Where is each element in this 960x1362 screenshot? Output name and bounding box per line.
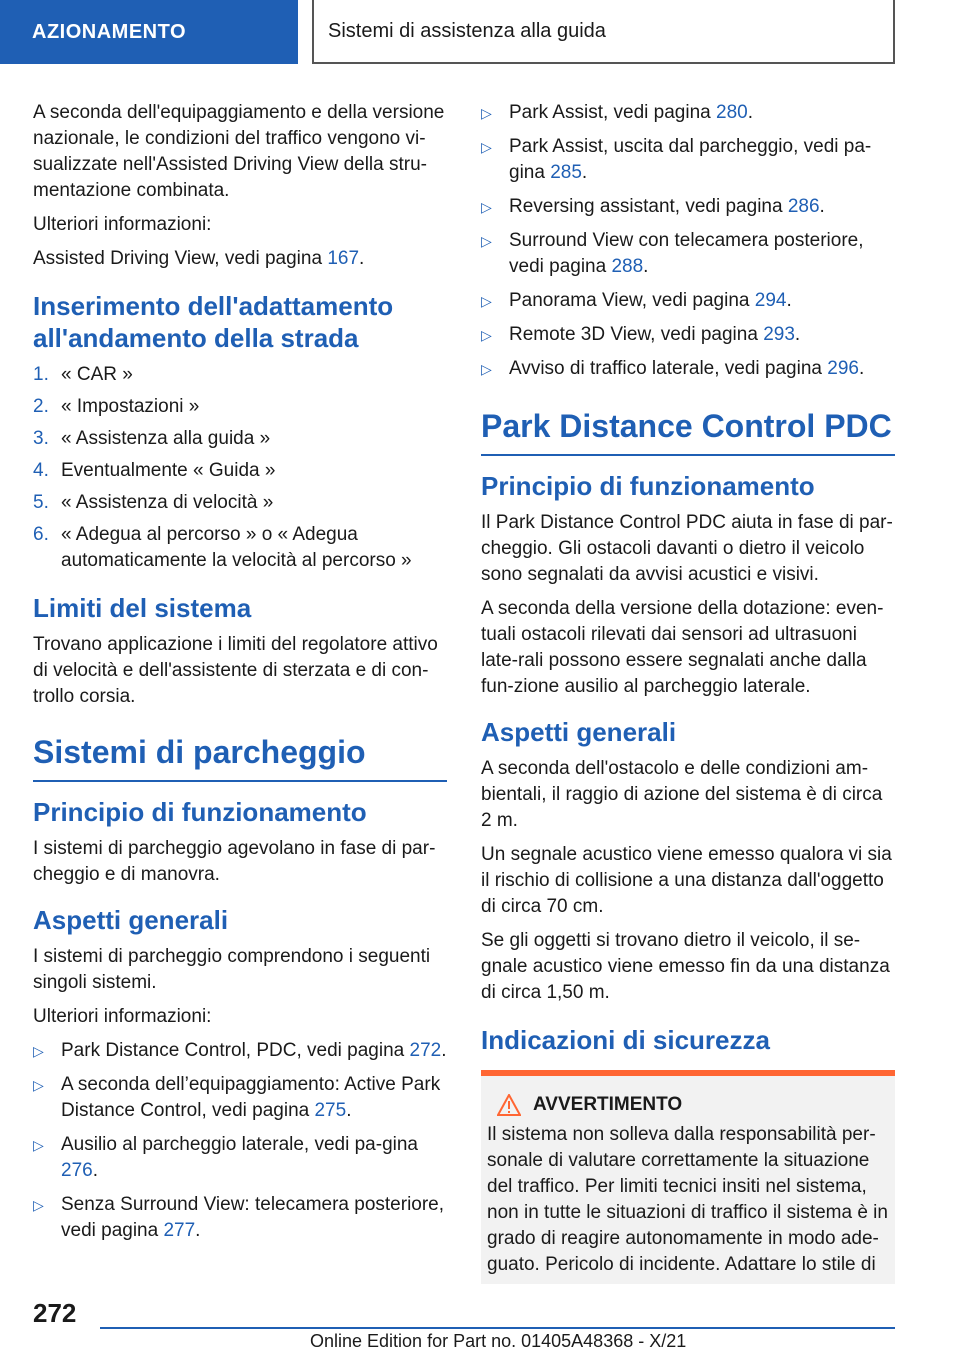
triangle-bullet-icon: ▷ [481,139,492,155]
adv-reference: Assisted Driving View, vedi pagina 167. [33,248,365,269]
warning-text: Il sistema non solleva dalla responsabilità per-sonale di valutare correttamente la situazione del traffico. Per limiti tecnici insiti nel sistema, non in tutte le situazioni di traffico il sistema è in grado di reagire autonomamente in modo ade-guato. Pericolo di incidente. Adattare lo stile di [487,1124,888,1275]
page-link[interactable]: 280 [716,102,748,123]
list-item: ▷ Reversing assistant, vedi pagina 286. [481,194,895,220]
limits-paragraph: Trovano applicazione i limiti del regolatore attivo di velocità e dell'assistente di sterzata e di con-trollo corsia. [33,634,438,707]
step-item: 3. « Assistenza alla guida » [33,428,271,449]
page-link[interactable]: 277 [163,1220,196,1241]
page-link[interactable]: 293 [763,324,795,345]
more-info-label: Ulteriori informazioni: [33,1006,212,1027]
warning-title: AVVERTIMENTO [497,1094,889,1116]
page-link[interactable]: 276 [61,1160,93,1181]
parking-systems-list [33,1038,447,1244]
triangle-bullet-icon: ▷ [481,199,492,215]
list-item: ▷ A seconda dell’equipaggiamento: Active Park Distance Control, vedi pagina 275. [33,1074,441,1121]
triangle-bullet-icon: ▷ [33,1043,44,1059]
list-item: ▷ Park Assist, vedi pagina 280. [481,100,895,126]
triangle-bullet-icon: ▷ [481,233,492,249]
page-link[interactable]: 167 [327,248,360,269]
heading-parking-systems: Sistemi di parcheggio [33,732,447,782]
warning-box [481,1076,895,1284]
heading-principle: Principio di funzionamento [481,471,815,501]
general-paragraph: I sistemi di parcheggio comprendono i seguenti singoli sistemi. [33,946,431,993]
principle-paragraph-2: A seconda della versione della dotazione: even-tuali ostacoli rilevati dai sensori ad ultrasuoni late-rali possono essere segnalati anche dalla fun-zione ausilio al parcheggio laterale. [481,598,884,697]
heading-safety: Indicazioni di sicurezza [481,1025,770,1055]
triangle-bullet-icon: ▷ [481,327,492,343]
list-item: ▷ Surround View con telecamera posteriore, vedi pagina 288. [481,230,864,277]
heading-pdc: Park Distance Control PDC [481,406,895,456]
principle-paragraph: I sistemi di parcheggio agevolano in fase di par-cheggio e di manovra. [33,838,436,885]
principle-paragraph-1: Il Park Distance Control PDC aiuta in fase di par-cheggio. Gli ostacoli davanti o dietro il veicolo sono segnalati da avvisi acustici e visivi. [481,512,893,585]
page-link[interactable]: 294 [754,290,787,311]
triangle-bullet-icon: ▷ [481,105,492,121]
list-item: ▷ Panorama View, vedi pagina 294. [481,288,895,314]
list-item: ▷ Remote 3D View, vedi pagina 293. [481,322,895,348]
heading-limits: Limiti del sistema [33,593,252,623]
step-item: 6. « Adegua al percorso » o « Adegua automaticamente la velocità al percorso » [33,524,412,571]
header-chapter-title: Sistemi di assistenza alla guida [312,0,895,64]
page-link[interactable]: 272 [409,1040,442,1061]
list-item: ▷ Park Assist, uscita dal parcheggio, vedi pa-gina 285. [481,136,872,183]
triangle-bullet-icon: ▷ [33,1197,44,1213]
warning-triangle-icon [497,1094,521,1116]
general-paragraph-3: Se gli oggetti si trovano dietro il veicolo, il se-gnale acustico viene emesso fin da una distanza di circa 1,50 m. [481,930,890,1003]
footer-edition: Online Edition for Part no. 01405A48368 - X/21 [310,1331,687,1351]
step-item: 2. « Impostazioni » [33,396,200,417]
heading-general: Aspetti generali [481,717,677,747]
triangle-bullet-icon: ▷ [481,293,492,309]
page-link[interactable]: 286 [787,196,820,217]
general-paragraph-2: Un segnale acustico viene emesso qualora vi sia il rischio di collisione a una distanza dall'oggetto di circa 70 cm. [481,844,892,917]
page-link[interactable]: 296 [827,358,859,379]
parking-systems-list-cont [481,100,895,382]
list-item: ▷ Avviso di traffico laterale, vedi pagina 296. [481,356,895,382]
page-link[interactable]: 285 [550,162,582,183]
heading-general: Aspetti generali [33,905,229,935]
left-column [33,100,447,1260]
right-column [481,100,895,1284]
step-item: 4. Eventualmente « Guida » [33,460,276,481]
page-link[interactable]: 275 [314,1100,347,1121]
list-item: ▷ Park Distance Control, PDC, vedi pagina 272. [33,1038,447,1064]
general-paragraph-1: A seconda dell'ostacolo e delle condizioni am-bientali, il raggio di azione del sistema è di circa 2 m. [481,758,883,831]
steps-list [33,362,447,574]
page-number: 272 [33,1298,77,1328]
page-link[interactable]: 288 [611,256,644,277]
heading-principle: Principio di funzionamento [33,797,367,827]
step-item: 5. « Assistenza di velocità » [33,492,274,513]
list-item: ▷ Senza Surround View: telecamera posteriore, vedi pagina 277. [33,1194,445,1241]
header-section-tab: AZIONAMENTO [0,0,298,64]
footer-divider [100,1327,895,1329]
step-item: 1. « CAR » [33,364,133,385]
triangle-bullet-icon: ▷ [33,1077,44,1093]
heading-adapt-road: Inserimento dell'adattamento all'andamento della strada [33,291,394,353]
intro-paragraph: A seconda dell'equipaggiamento e della versione nazionale, le condizioni del traffico vengono vi-sualizzate nell'Assisted Driving View della stru-mentazione combinata. [33,102,445,201]
list-item: ▷ Ausilio al parcheggio laterale, vedi pa-gina 276. [33,1134,419,1181]
more-info-label: Ulteriori informazioni: [33,214,212,235]
triangle-bullet-icon: ▷ [33,1137,44,1153]
triangle-bullet-icon: ▷ [481,361,492,377]
